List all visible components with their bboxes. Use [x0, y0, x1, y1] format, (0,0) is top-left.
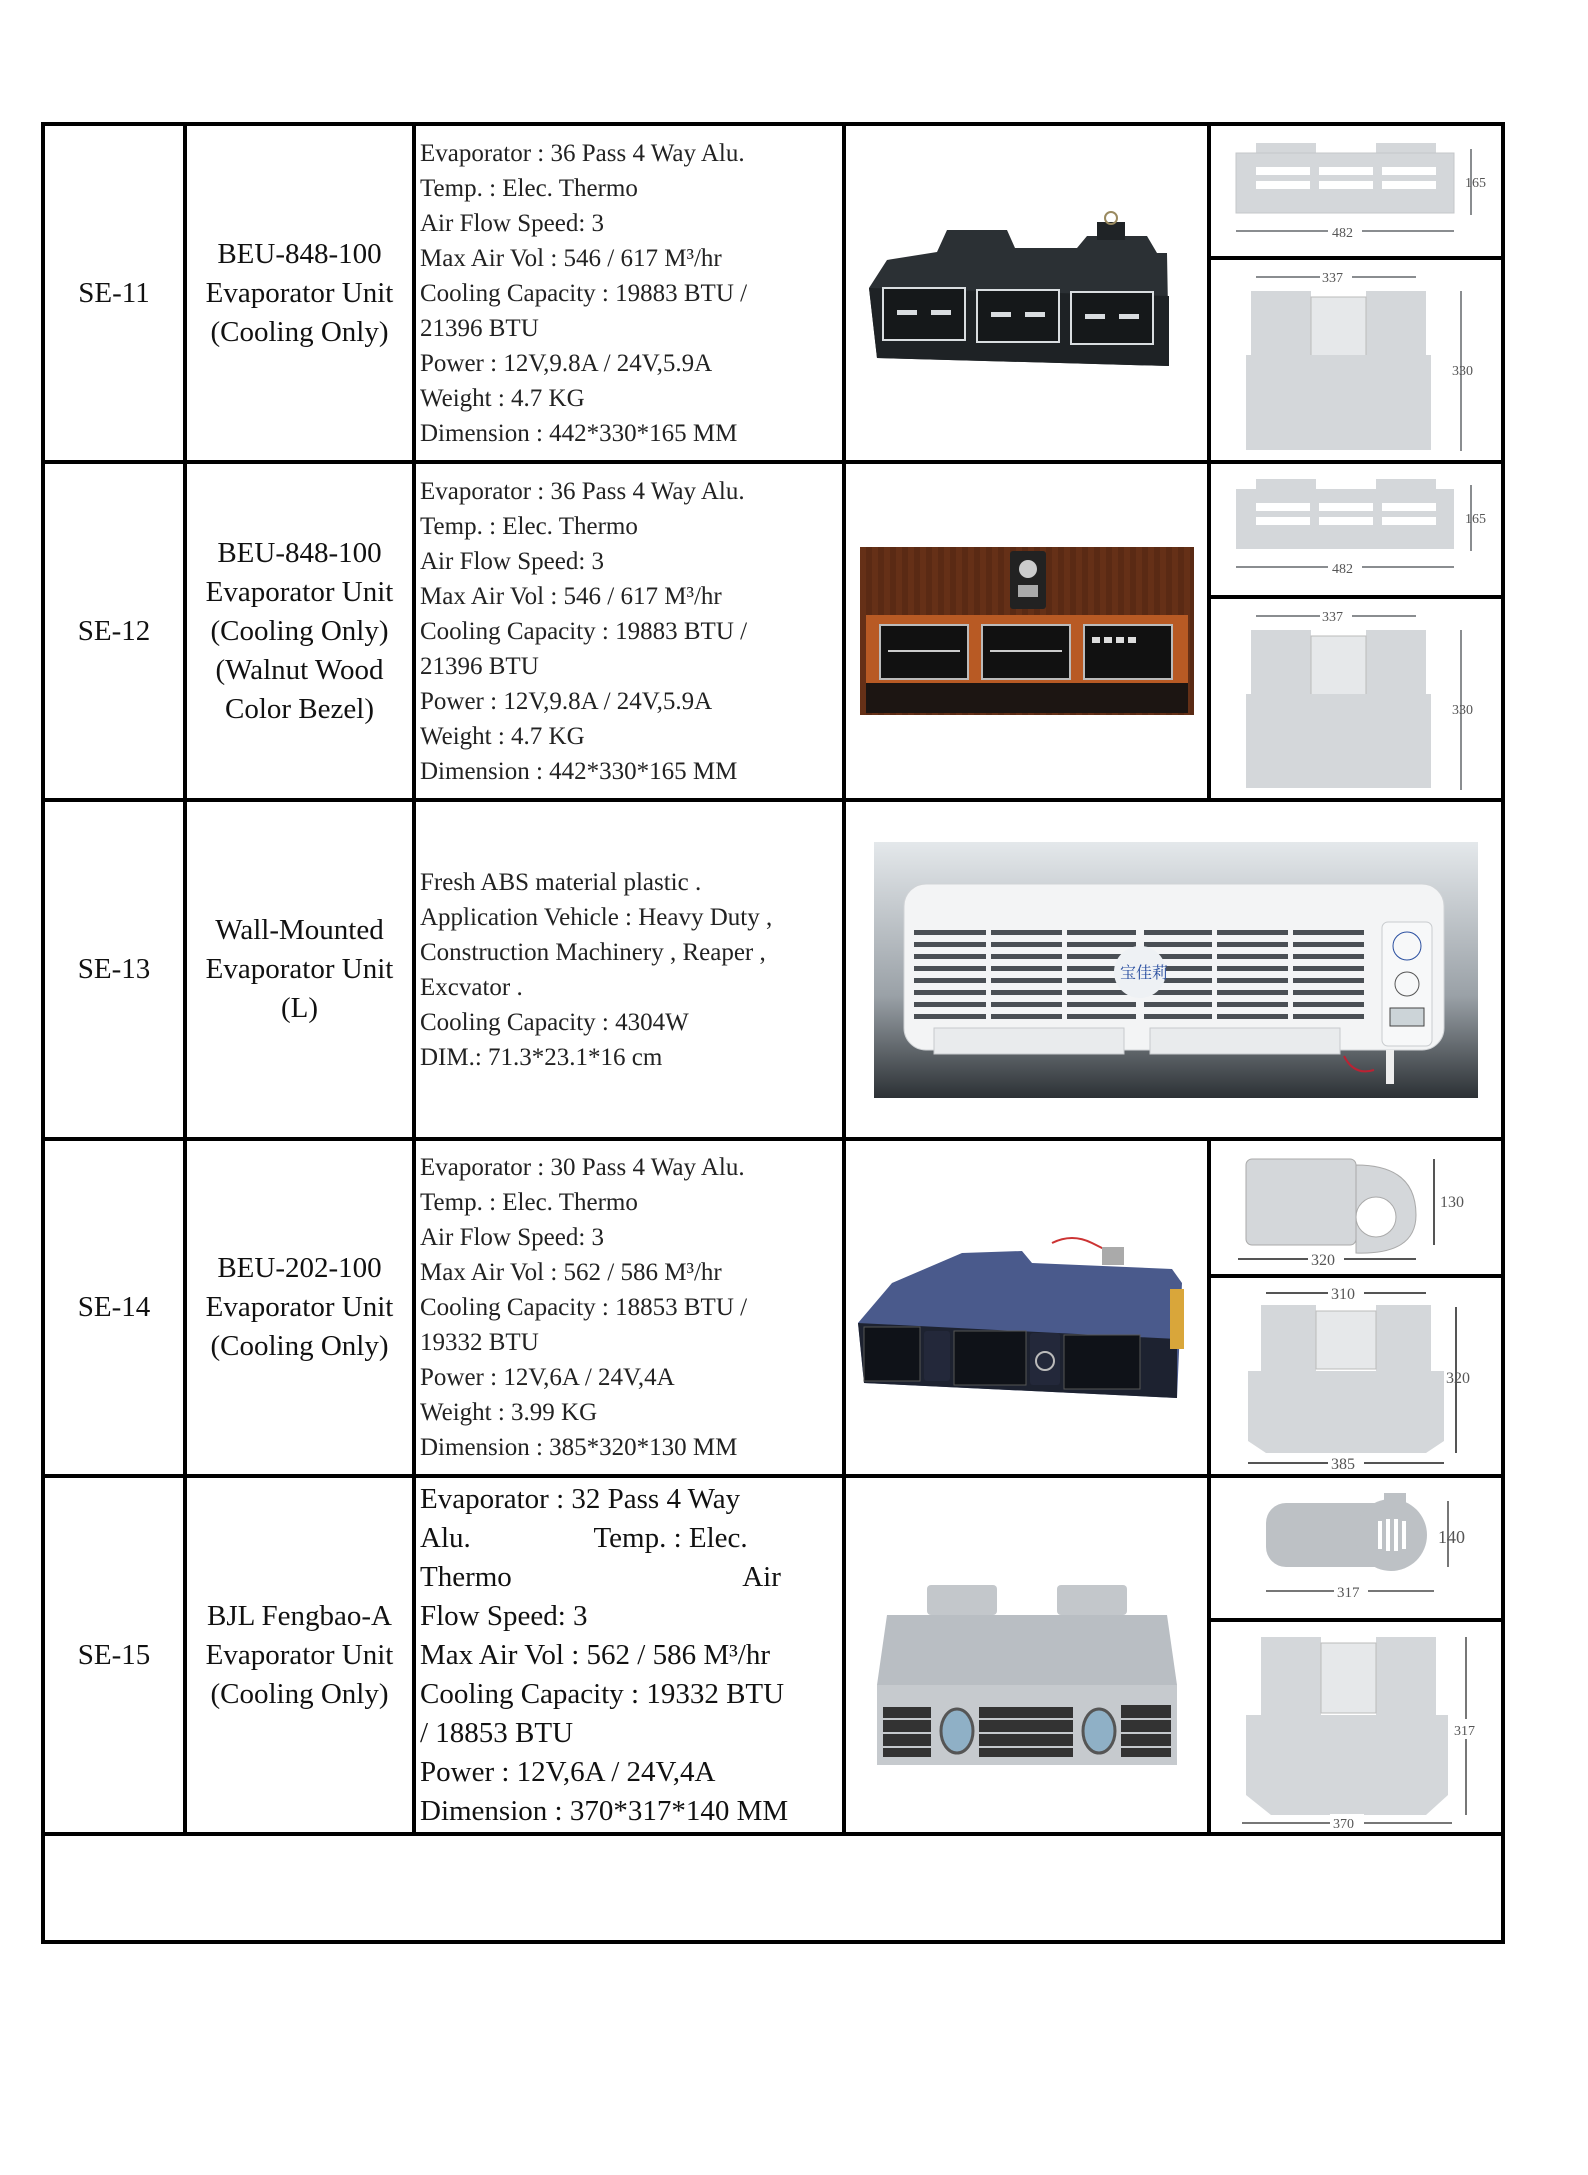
table-row-se-14 [45, 1141, 1501, 1478]
product-code [45, 802, 187, 1137]
spec-line: Cooling Capacity : 19883 BTU / [420, 279, 748, 307]
name-line: Evaporator Unit [205, 1291, 394, 1323]
spec-line: Dimension : 442*330*165 MM [420, 419, 738, 447]
spec-line: Temp. : Elec. Thermo [420, 174, 638, 202]
drawing-top-view [1211, 260, 1501, 460]
name-line: Wall-Mounted [215, 914, 384, 946]
product-code [45, 1141, 187, 1474]
spec-line: Temp. : Elec. Thermo [420, 1189, 638, 1216]
product-photo [846, 1141, 1211, 1474]
spec-line: Evaporator : 36 Pass 4 Way Alu. [420, 477, 745, 505]
spec-line: Evaporator : 30 Pass 4 Way Alu. [420, 1154, 745, 1181]
spec-line: Power : 12V,9.8A / 24V,5.9A [420, 687, 713, 715]
drawing-front-view [1211, 464, 1501, 599]
spec-line: Alu. Temp. : Elec. [420, 1521, 748, 1554]
spec-line: 21396 BTU [420, 652, 539, 680]
top-view-drawing [1216, 1281, 1496, 1471]
spec-line: Cooling Capacity : 18853 BTU / [420, 1294, 748, 1321]
spec-line: Evaporator : 32 Pass 4 Way [420, 1482, 741, 1515]
spec-line: Evaporator : 36 Pass 4 Way Alu. [420, 139, 745, 167]
name-line: Color Bezel) [225, 692, 374, 725]
drawing-side-view [1211, 1141, 1501, 1278]
spec-line: Weight : 4.7 KG [420, 722, 585, 750]
table-row-empty [45, 1836, 1501, 1944]
spec-line: Dimension : 370*317*140 MM [420, 1794, 789, 1827]
dim-width-label: 320 [1311, 1252, 1335, 1269]
dim-base-label: 385 [1331, 1456, 1355, 1471]
spec-line: Power : 12V,6A / 24V,4A [420, 1364, 675, 1391]
walnut-evaporator-unit-image [860, 547, 1194, 715]
product-code [45, 126, 187, 460]
dimension-drawings [1211, 464, 1501, 798]
dim-width-label: 310 [1331, 1286, 1355, 1303]
spec-line: DIM.: 71.3*23.1*16 cm [420, 1043, 663, 1071]
spec-line: Weight : 3.99 KG [420, 1399, 598, 1426]
product-code-text: SE-11 [78, 276, 150, 309]
product-name [187, 802, 416, 1137]
spec-line: Max Air Vol : 562 / 586 M³/hr [420, 1638, 771, 1671]
product-photo [846, 126, 1211, 460]
product-photo [846, 1478, 1211, 1832]
name-line: BJL Fengbao-A [206, 1599, 392, 1632]
spec-line: Air Flow Speed: 3 [420, 547, 605, 575]
table-row-se-15 [45, 1478, 1501, 1836]
spec-line: Dimension : 442*330*165 MM [420, 757, 738, 785]
wall-mounted-evaporator-image [874, 842, 1478, 1098]
product-name [187, 464, 416, 798]
product-code [45, 1478, 187, 1832]
product-name [187, 1141, 416, 1474]
blue-evaporator-unit-image [852, 1213, 1202, 1403]
product-photo [846, 464, 1211, 798]
name-line: Evaporator Unit [205, 1638, 394, 1671]
spec-line: Temp. : Elec. Thermo [420, 512, 638, 540]
name-line: Evaporator Unit [205, 953, 394, 985]
name-line: (Cooling Only) [210, 315, 389, 348]
dim-height-label: 140 [1438, 1527, 1465, 1547]
drawing-top-view [1211, 599, 1501, 798]
spec-line: Excvator . [420, 973, 523, 1001]
spec-line: 19332 BTU [420, 1329, 539, 1356]
spec-line: Cooling Capacity : 19332 BTU [420, 1677, 785, 1710]
spec-list [416, 1141, 846, 1474]
product-photo [846, 802, 1505, 1137]
top-view-drawing [1216, 604, 1496, 794]
black-evaporator-unit-image [857, 208, 1197, 378]
drawing-side-view [1211, 1478, 1501, 1622]
spec-line: Flow Speed: 3 [420, 1599, 588, 1632]
top-view-drawing [1216, 263, 1496, 458]
dim-height-label: 165 [1465, 511, 1486, 527]
dim-height-label: 130 [1440, 1194, 1464, 1211]
spec-list [416, 1478, 846, 1832]
spec-line: / 18853 BTU [420, 1716, 574, 1749]
name-line: BEU-202-100 [217, 1252, 382, 1284]
spec-line: Max Air Vol : 562 / 586 M³/hr [420, 1259, 722, 1286]
grey-evaporator-unit-image [867, 1535, 1187, 1775]
drawing-front-view [1211, 126, 1501, 260]
top-view-drawing [1216, 1625, 1496, 1830]
brand-logo-text: 宝佳莉 [1119, 962, 1168, 982]
product-spec-table [41, 122, 1505, 1944]
dim-width-label: 337 [1322, 609, 1343, 625]
name-line: (Cooling Only) [210, 1677, 389, 1710]
spec-line: Dimension : 385*320*130 MM [420, 1434, 738, 1461]
spec-line: Cooling Capacity : 4304W [420, 1008, 689, 1036]
product-code-text: SE-14 [77, 1291, 151, 1323]
dim-width-label: 482 [1332, 561, 1353, 577]
dim-width-label: 317 [1337, 1585, 1360, 1601]
table-row-se-12 [45, 464, 1501, 802]
dimension-drawings [1211, 126, 1501, 460]
drawing-top-view [1211, 1622, 1501, 1832]
spec-list [416, 464, 846, 798]
front-view-drawing [1216, 131, 1496, 251]
spec-line: Weight : 4.7 KG [420, 384, 585, 412]
name-line: (L) [280, 992, 318, 1024]
product-code-text: SE-12 [77, 614, 151, 647]
product-code-text: SE-13 [77, 953, 151, 985]
dim-depth-label: 317 [1454, 1723, 1475, 1739]
name-line: Evaporator Unit [205, 575, 394, 608]
spec-line: Thermo Air [420, 1560, 781, 1593]
dimension-drawings [1211, 1478, 1501, 1832]
spec-line: Air Flow Speed: 3 [420, 209, 605, 237]
name-line: Evaporator Unit [205, 276, 394, 309]
drawing-top-view [1211, 1278, 1501, 1474]
spec-line: Construction Machinery , Reaper , [420, 938, 766, 966]
dim-depth-label: 330 [1452, 363, 1473, 379]
spec-line: 21396 BTU [420, 314, 539, 342]
dim-width-label: 337 [1322, 270, 1343, 286]
product-code-text: SE-15 [77, 1638, 151, 1671]
table-row-se-11 [45, 126, 1501, 464]
name-line: BEU-848-100 [217, 237, 382, 270]
dim-depth-label: 330 [1452, 702, 1473, 718]
front-view-drawing [1216, 471, 1496, 589]
dim-width-label: 482 [1332, 226, 1353, 241]
dim-height-label: 165 [1465, 176, 1486, 191]
product-name [187, 1478, 416, 1832]
spec-line: Application Vehicle : Heavy Duty , [420, 903, 773, 931]
spec-line: Cooling Capacity : 19883 BTU / [420, 617, 748, 645]
spec-list [416, 126, 846, 460]
spec-line: Max Air Vol : 546 / 617 M³/hr [420, 582, 722, 610]
side-view-drawing [1216, 1145, 1496, 1270]
name-line: (Cooling Only) [210, 614, 389, 647]
spec-line: Max Air Vol : 546 / 617 M³/hr [420, 244, 722, 272]
spec-line: Power : 12V,9.8A / 24V,5.9A [420, 349, 713, 377]
spec-line: Fresh ABS material plastic . [420, 868, 702, 896]
dim-base-label: 370 [1333, 1816, 1354, 1830]
name-line: BEU-848-100 [217, 536, 382, 569]
product-name [187, 126, 416, 460]
dim-depth-label: 320 [1446, 1370, 1470, 1387]
name-line: (Cooling Only) [210, 1330, 389, 1362]
table-row-se-13 [45, 802, 1501, 1141]
spec-list [416, 802, 846, 1137]
spec-line: Air Flow Speed: 3 [420, 1224, 605, 1251]
dimension-drawings [1211, 1141, 1501, 1474]
spec-line: Power : 12V,6A / 24V,4A [420, 1755, 716, 1788]
product-code [45, 464, 187, 798]
side-view-drawing [1216, 1483, 1496, 1613]
name-line: (Walnut Wood [215, 653, 384, 686]
